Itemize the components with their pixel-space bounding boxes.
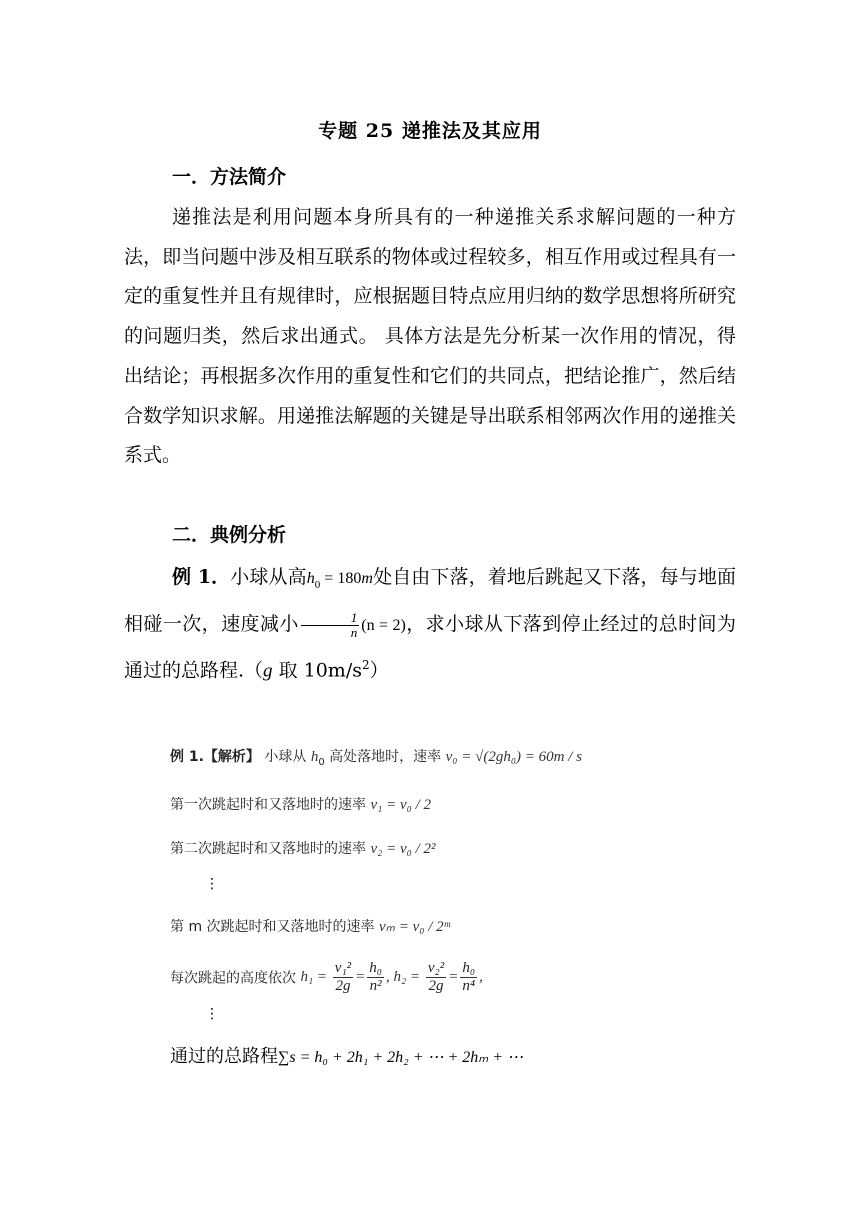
fraction-h0-over-n-sq <box>367 960 384 995</box>
solution-label: 例 1.【解析】 <box>170 749 260 765</box>
fraction-numerator: h₀ <box>462 960 476 976</box>
total-path-text: 通过的总路程 <box>170 1046 278 1067</box>
fraction-numerator: h₀ <box>369 960 383 976</box>
v2-formula: v₂ = v₀ / 2² <box>370 841 436 857</box>
fraction-numerator: v₁² <box>334 960 352 976</box>
problem-text-2: 处自由下落，着地后跳起又下落，每与地面相碰一次，速度减小 <box>124 566 736 636</box>
fraction-numerator: v₂² <box>427 960 445 976</box>
fraction-denominator: n⁴ <box>462 978 476 994</box>
example-1-problem <box>124 558 736 691</box>
solution-line-1 <box>170 746 582 768</box>
fraction-denominator: n² <box>369 978 382 994</box>
unit-superscript: 2 <box>361 657 370 672</box>
intro-paragraph: 递推法是利用问题本身所具有的一种递推关系求解问题的一种方法，即当问题中涉及相互联系的物体或过程较多，相互作用或过程具有一定的重复性并且有规律时，应根据题目特点应用归纳的数学思想将所研究的问题归类，然后求出通式。 具体方法是先分析某一次作用的情况，得出结论；再根据多次作用的重复性和它们的共同点，把结论推广，然后结合数学知识求解。用递推法解题的关键是导出联系相邻两次作用的递推关系式。 <box>124 206 736 467</box>
h2-label: , h₂ = <box>386 969 424 985</box>
solution-text: 小球从 <box>259 749 311 765</box>
fraction-v2-sq-over-2g <box>426 960 446 995</box>
n-condition: (n = 2) <box>361 617 406 635</box>
equals-sign: = <box>448 969 459 985</box>
solution-line-5 <box>170 960 483 995</box>
fraction-denominator: 2g <box>428 978 444 994</box>
section-heading-method: 一．方法简介 <box>172 166 287 188</box>
problem-text-4: 取 10m/s <box>272 659 362 682</box>
solution-text: 每次跳起的高度依次 <box>170 970 301 987</box>
v0-formula: v₀ = √(2gh₀) = 60m / s <box>445 749 583 765</box>
problem-text-1: 小球从高 <box>230 566 307 588</box>
fraction-h0-over-n-4 <box>460 960 477 995</box>
comma: , <box>479 969 483 985</box>
solution-text: 第一次跳起时和又落地时的速率 <box>170 797 371 813</box>
problem-text-3: ，求小球从下落到停止经过的总时间为通过的总路程.（ <box>124 613 736 682</box>
equals-sign: = <box>355 969 366 985</box>
solution-line-2 <box>170 794 431 814</box>
fraction-denominator: 2g <box>335 978 351 994</box>
page-title: 专题 25 递推法及其应用 <box>318 120 542 142</box>
total-path-line <box>170 1042 523 1068</box>
example-label: 例 1． <box>172 566 231 588</box>
total-path-formula: ∑s = h₀ + 2h₁ + 2h₂ + ⋯ + 2hₘ + ⋯ <box>278 1049 524 1066</box>
solution-line-3 <box>170 838 436 858</box>
problem-text-5: ） <box>369 659 389 682</box>
vertical-ellipsis: ⋮ <box>205 1006 219 1022</box>
v1-formula: v₁ = v₀ / 2 <box>370 797 431 813</box>
h-subscript: 0 <box>318 756 325 768</box>
fraction-v1-sq-over-2g <box>333 960 353 995</box>
solution-text: 第 m 次跳起时和又落地时的速率 <box>170 919 379 935</box>
h0-value: = 180 <box>320 570 362 587</box>
solution-text: 高处落地时，速率 <box>324 749 446 765</box>
section-heading-examples: 二．典例分析 <box>172 524 287 546</box>
h0-symbol: h <box>306 570 315 587</box>
h1-label: h₁ = <box>300 969 331 985</box>
fraction-denominator: n <box>350 624 358 640</box>
vertical-ellipsis: ⋮ <box>205 876 219 892</box>
solution-text: 第二次跳起时和又落地时的速率 <box>170 841 371 857</box>
h0-unit: m <box>361 570 373 587</box>
fraction-numerator: 1 <box>301 611 360 626</box>
vm-formula: vₘ = v₀ / 2ᵐ <box>379 919 450 935</box>
h-symbol: h <box>310 749 319 765</box>
g-symbol: g <box>263 660 273 682</box>
h0-subscript: 0 <box>314 578 321 591</box>
solution-line-4 <box>170 916 450 936</box>
fraction-one-over-n <box>301 611 360 640</box>
